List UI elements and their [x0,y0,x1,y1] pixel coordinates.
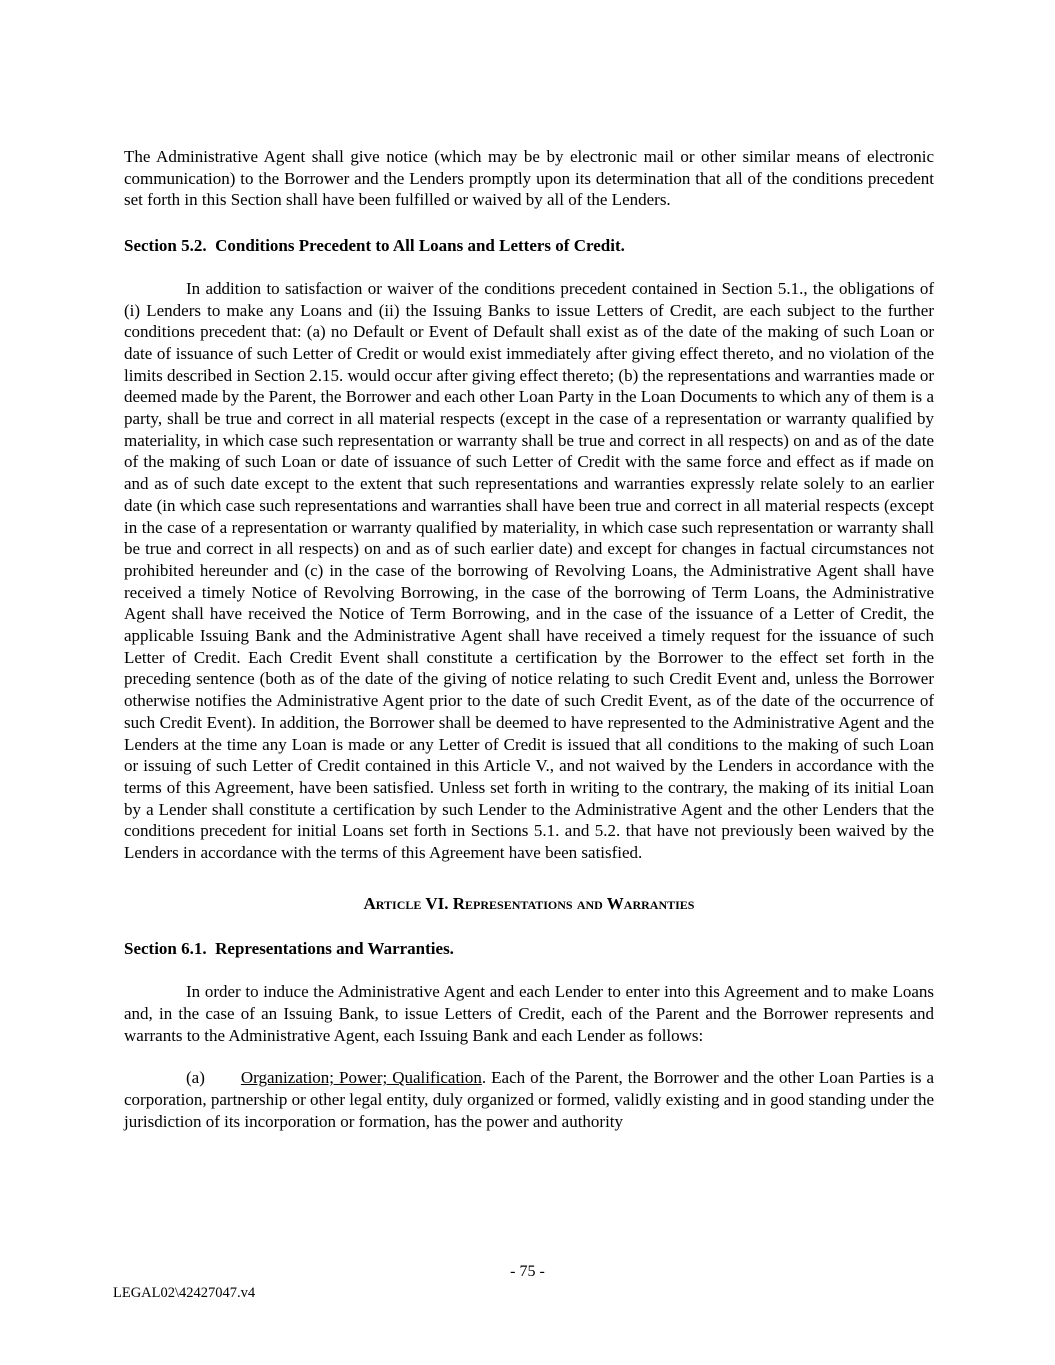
paragraph-clause-a [124,1067,934,1132]
clause-a-title: Organization; Power; Qualification [240,1068,482,1088]
paragraph-intro-continuation: The Administrative Agent shall give notice (which may be by electronic mail or other similar means of electronic communication) to the Borrower and the Lenders promptly upon its determination that all of the conditions precedent set forth in this Section shall have been fulfilled or waived by all of the Lenders. [124,147,934,210]
document-body [124,146,934,1132]
section-5-2-heading: Section 5.2. Conditions Precedent to All Loans and Letters of Credit. [124,236,625,256]
article-vi-heading: Article VI. Representations and Warranties [363,893,695,913]
section-6-1-heading: Section 6.1. Representations and Warranties. [124,938,454,958]
paragraph-section-5-2-body: In addition to satisfaction or waiver of the conditions precedent contained in Section 5.1., the obligations of (i) Lenders to make any Loans and (ii) the Issuing Banks to issue Letters of Credit, are each subject to the further conditions precedent that: (a) no Default or Event of Default shall exist as of the date of the making of such Loan or date of issuance of such Letter of Credit or would exist immediately after giving effect thereto, and no violation of the limits described in Section 2.15. would occur after giving effect thereto; (b) the representations and warranties made or deemed made by the Parent, the Borrower and each other Loan Party in the Loan Documents to which any of them is a party, shall be true and correct in all material respects (except in the case of a representation or warranty qualified by materiality, in which case such representation or warranty shall be true and correct in all respects) on and as of the date of the making of such Loan or date of issuance of such Letter of Credit with the same force and effect as if made on and as of such date except to the extent that such representations and warranties expressly relate solely to an earlier date (in which case such representations and warranties shall have been true and correct in all material respects (except in the case of a representation or warranty qualified by materiality, in which case such representation or warranty shall be true and correct in all respects) on and as of such earlier date) and except for changes in factual circumstances not prohibited hereunder and (c) in the case of the borrowing of Revolving Loans, the Administrative Agent shall have received a timely Notice of Revolving Borrowing, in the case of the borrowing of Term Loans, the Administrative Agent shall have received the Notice of Term Borrowing, and in the case of the issuance of a Letter of Credit, the applicable Issuing Bank and the Administrative Agent shall have received a timely request for the issuance of such Letter of Credit. Each Credit Event shall constitute a certification by the Borrower to the effect set forth in the preceding sentence (both as of the date of the giving of notice relating to such Credit Event and, unless the Borrower otherwise notifies the Administrative Agent prior to the date of such Credit Event, as of the date of the occurrence of such Credit Event). In addition, the Borrower shall be deemed to have represented to the Administrative Agent and the Lenders at the time any Loan is made or any Letter of Credit is issued that all conditions to the making of such Loan or issuing of such Letter of Credit contained in this Article V., and not waived by the Lenders in accordance with the terms of this Agreement, have been satisfied. Unless set forth in writing to the contrary, the making of its initial Loan by a Lender shall constitute a certification by such Lender to the Administrative Agent and the other Lenders that the conditions precedent for initial Loans set forth in Sections 5.1. and 5.2. that have not previously been waived by the Lenders in accordance with the terms of this Agreement have been satisfied. [124,278,934,863]
document-id-stamp: LEGAL02\42427047.v4 [113,1285,256,1301]
clause-a-body: . Each of the Parent, the Borrower and the other Loan Parties is a corporation, partnership or other legal entity, duly organized or formed, validly existing and in good standing under the jurisdiction of its incorporation or formation, has the power and authority [124,1068,934,1131]
page-number: - 75 - [510,1263,545,1280]
paragraph-section-6-1-body: In order to induce the Administrative Agent and each Lender to enter into this Agreement and to make Loans and, in the case of an Issuing Bank, to issue Letters of Credit, each of the Parent and the Borrower represents and warrants to the Administrative Agent, each Issuing Bank and each Lender as follows: [124,982,934,1045]
clause-a-label: (a) [186,1068,205,1088]
